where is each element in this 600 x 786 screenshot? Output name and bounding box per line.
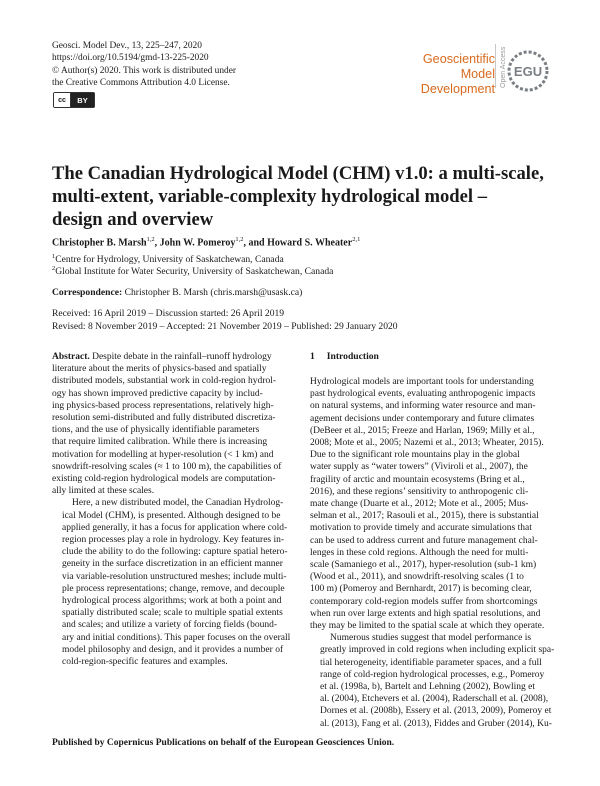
text-line: and scales; and utilize a variety of forcing fields (bound- (62, 620, 277, 631)
text-line: snowdrift-resolving scales (≈ 1 to 100 m), the capabilities of (52, 461, 282, 472)
abstract-first-line (52, 351, 290, 363)
author-affiliation-ref: 2,1 (352, 236, 361, 243)
text-line: Hydrological models are important tools for understanding (310, 377, 534, 387)
journal-name-line1: Geoscientific (422, 52, 495, 66)
cc-by-license-badge[interactable] (53, 92, 95, 108)
affiliation-number: 1 (52, 253, 56, 260)
correspondence (52, 287, 302, 298)
open-access-icon (494, 42, 508, 90)
author-name: John W. Pomeroy (159, 237, 236, 249)
section-title: Introduction (326, 351, 379, 362)
abstract-label: Abstract. (52, 352, 90, 362)
article-header-meta (52, 40, 352, 90)
text-line: existing cold-region hydrological models are computation- (52, 474, 276, 485)
text-line: al. (2004), Etchevers et al. (2004), Raderschall et al. (2008), (320, 694, 549, 705)
introduction-paragraph (310, 376, 550, 632)
text-line: Numerous studies suggest that model performance is (330, 633, 532, 644)
text-line: range of cold-region hydrological processes, e.g., Pomeroy (320, 669, 545, 680)
text-line: tions, and the use of physically identifiable parameters (52, 425, 260, 436)
open-access-label: Open Access (500, 46, 507, 88)
correspondence-contact[interactable]: Christopher B. Marsh (chris.marsh@usask.ca) (122, 287, 303, 298)
text-line: Here, a new distributed model, the Canadian Hydrolog- (72, 498, 284, 509)
text-line: via variable-resolution unstructured meshes; include multi- (62, 571, 287, 582)
egu-logo-label: EGU (513, 64, 543, 79)
correspondence-label: Correspondence: (52, 287, 123, 298)
text-line: lenges in these cold regions. Although the need for multi- (310, 547, 529, 558)
text-line: water supply as “water towers” (Viviroli et al., 2007), the (310, 462, 528, 473)
text-line: that require limited calibration. While there is increasing (52, 437, 268, 448)
abstract (52, 351, 290, 668)
text-line: 2016), and these regions’ sensitivity to anthropogenic cli- (310, 486, 529, 497)
text-line: greatly improved in cold regions when including explicit spa- (320, 645, 555, 656)
text-line: cold-region-specific features and examples. (62, 657, 228, 668)
author-name: Christopher B. Marsh (52, 237, 147, 249)
text-line: contemporary cold-region models suffer from shortcomings (310, 596, 538, 607)
text-line: tial heterogeneity, identifiable parameter spaces, and a full (320, 657, 542, 668)
text-line: ing physics-based process representations, relatively high- (52, 400, 274, 411)
text-line: past hydrological events, evaluating anthropogenic impacts (310, 389, 536, 400)
text-line: hydrological process algorithms; work at both a point and (62, 596, 282, 607)
abstract-paragraph (52, 497, 290, 668)
author-affiliation-ref: 1,2 (235, 236, 244, 243)
text-line: they may be limited to the spatial scale at which they operate. (310, 621, 545, 632)
text-line: on natural systems, and informing water resource and man- (310, 401, 536, 412)
author-list (52, 236, 552, 248)
text-line: Dornes et al. (2008b), Essery et al. (2013, 2009), Pomeroy et (320, 706, 552, 717)
text-line: 100 m) (Pomeroy and Bernhardt, 2017) is becoming clear, (310, 584, 532, 595)
affiliation (52, 253, 284, 265)
text-line: resolution semi-distributed and fully distributed discretiza- (52, 413, 276, 424)
text-line: Despite debate in the rainfall–runoff hydrology (89, 352, 272, 362)
text-line: ical Model (CHM), is presented. Although designed to be (62, 510, 281, 521)
text-line: mate change (Duarte et al., 2012; Mote et al., 2005; Mus- (310, 499, 529, 510)
text-line: applied generally, it has a focus for application where cold- (62, 522, 288, 533)
text-line: distributed models, substantial work in cold-region hydrol- (52, 376, 277, 387)
text-line: geneity in the surface discretization in an efficient manner (62, 559, 283, 570)
abstract-paragraph (52, 351, 290, 497)
affiliation (52, 265, 333, 277)
dates-published: Revised: 8 November 2019 – Accepted: 21 November 2019 – Published: 29 January 2020 (52, 320, 398, 332)
text-line: Due to the significant role mountains play in the global (310, 450, 520, 461)
author-affiliation-ref: 1,2 (146, 236, 155, 243)
egu-logo-icon (507, 50, 549, 92)
text-line: ogy has shown improved predictive capacity by includ- (52, 388, 263, 399)
doi-link[interactable]: https://doi.org/10.5194/gmd-13-225-2020 (52, 53, 209, 64)
title-line: The Canadian Hydrological Model (CHM) v1.0: a multi-scale, (52, 163, 544, 184)
publisher-footer: Published by Copernicus Publications on behalf of the European Geosciences Union. (52, 738, 395, 748)
section-number: 1 (310, 351, 315, 362)
author-separator: , (154, 237, 160, 249)
copyright: © Author(s) 2020. This work is distributed under (52, 65, 237, 76)
text-line: scale (Samaniego et al., 2017), hyper-resolution (sub-1 km) (310, 560, 537, 571)
text-line: ary and initial conditions). This paper focuses on the overall (62, 632, 291, 643)
text-line: 2008; Mote et al., 2005; Nazemi et al., 2013; Wheater, 2015). (310, 438, 544, 449)
text-line: literature about the merits of physics-based and spatially (52, 364, 267, 375)
journal-name-line2: Model Development (420, 67, 495, 96)
text-line: spatially distributed scale; scale to multiple spatial extents (62, 608, 283, 619)
license: the Creative Commons Attribution 4.0 License. (52, 78, 230, 89)
text-line: can be used to address current and future management chal- (310, 535, 538, 546)
cc-icon: cc (54, 93, 71, 107)
text-line: al. (2013), Fang et al. (2013), Fiddes and Gruber (2014), Ku- (320, 718, 552, 729)
text-line: region processes play a role in hydrology. Key features in- (62, 535, 285, 546)
dates-received: Received: 16 April 2019 – Discussion started: 26 April 2019 (52, 308, 285, 319)
text-line: selman et al., 2017; Rasouli et al., 2015), there is substantial (310, 511, 539, 522)
author-name: Howard S. Wheater (267, 237, 353, 249)
citation: Geosci. Model Dev., 13, 225–247, 2020 (52, 41, 202, 51)
text-line: et al. (1998a, b), Bartelt and Lehning (2002), Bowling et (320, 682, 536, 693)
text-line: ally limited at these scales. (52, 486, 155, 497)
text-line: when run over large extents and high spatial resolutions, and (310, 608, 541, 619)
text-line: (Wood et al., 2011), and snowdrift-resolving scales (1 to (310, 572, 524, 583)
affiliation-text: Global Institute for Water Security, University of Saskatchewan, Canada (55, 266, 334, 278)
text-line: motivation for modelling at hyper-resolution (< 1 km) and (52, 449, 274, 460)
publication-dates (52, 308, 398, 333)
journal-name (385, 52, 495, 97)
text-line: ple process representations; change, remove, and decouple (62, 583, 285, 594)
paper-title (52, 162, 552, 231)
text-line: motivation to provide timely and accurate simulations that (310, 523, 532, 534)
author-separator: , and (243, 237, 268, 249)
introduction-body (310, 376, 555, 730)
text-line: model philosophy and design, and it provides a number of (62, 644, 284, 655)
by-icon: BY (71, 93, 94, 107)
introduction-paragraph (310, 632, 555, 730)
title-line: design and overview (52, 209, 214, 230)
text-line: fragility of arctic and mountain ecosystems (Bring et al., (310, 474, 525, 485)
affiliation-number: 2 (52, 265, 56, 272)
affiliation-text: Centre for Hydrology, University of Saskatchewan, Canada (55, 254, 284, 266)
title-line: multi-extent, variable-complexity hydrological model – (52, 186, 488, 207)
text-line: agement decisions under contemporary and future climates (310, 413, 535, 424)
section-heading-introduction (310, 351, 379, 362)
text-line: clude the ability to do the following: capture spatial hetero- (62, 547, 288, 558)
text-line: (DeBeer et al., 2015; Freeze and Harlan, 1969; Milly et al., (310, 425, 535, 436)
